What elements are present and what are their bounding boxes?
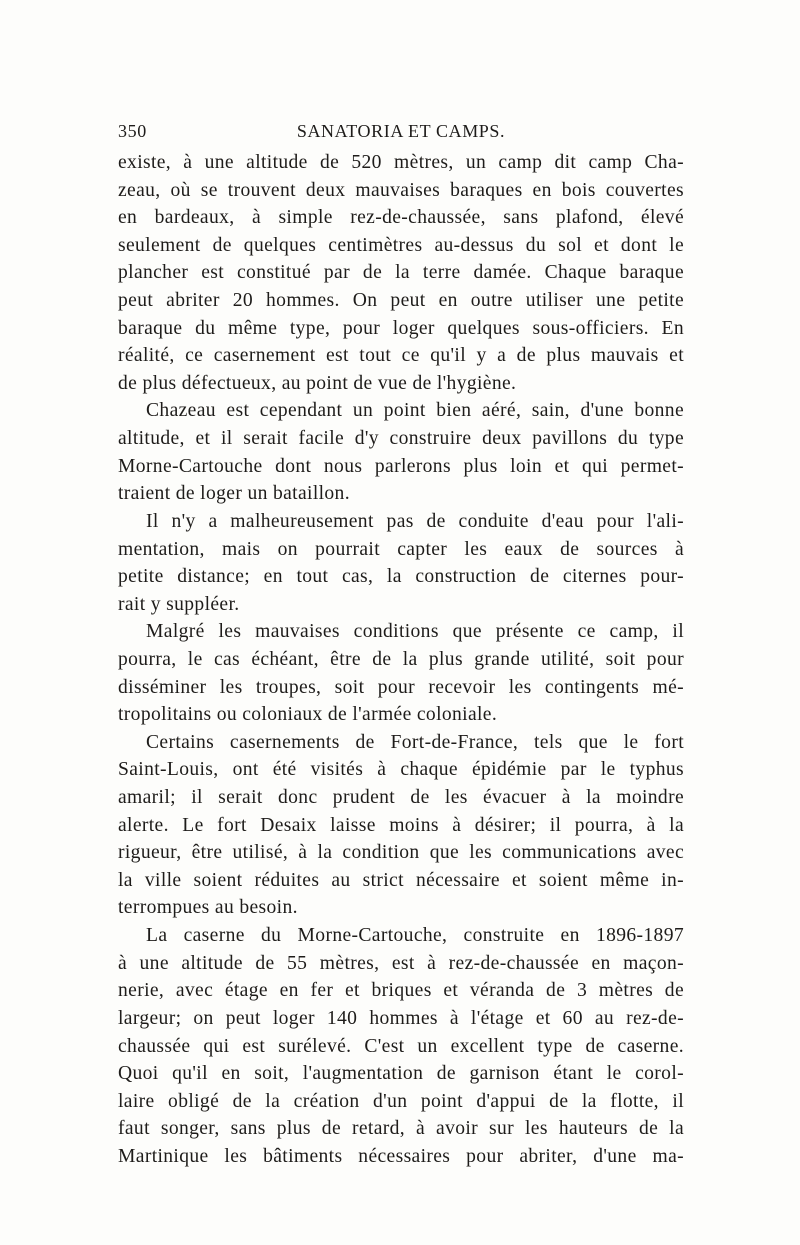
text-line: seulement de quelques centimètres au-dessus du sol et dont le — [118, 234, 684, 256]
text-line: de plus défectueux, au point de vue de l'hygiène. — [118, 372, 517, 394]
text-line: La caserne du Morne-Cartouche, construite en 1896-1897 — [146, 925, 684, 947]
text-line: en bardeaux, à simple rez-de-chaussée, sans plafond, élevé — [118, 207, 684, 229]
body-text — [118, 149, 684, 1171]
text-line: Chazeau est cependant un point bien aéré, sain, d'une bonne — [146, 400, 684, 422]
text-line: à une altitude de 55 mètres, est à rez-de-chaussée en maçon- — [118, 952, 684, 974]
text-line: altitude, et il serait facile d'y construire deux pavillons du type — [118, 428, 684, 450]
text-line: existe, à une altitude de 520 mètres, un camp dit camp Cha- — [118, 152, 684, 173]
text-line: plancher est constitué par de la terre damée. Chaque baraque — [118, 262, 684, 284]
text-line: pourra, le cas échéant, être de la plus grande utilité, soit pour — [118, 648, 684, 670]
text-line: Malgré les mauvaises conditions que présente ce camp, il — [146, 621, 684, 643]
text-line: petite distance; en tout cas, la construction de citernes pour- — [118, 566, 684, 588]
text-line: Quoi qu'il en soit, l'augmentation de garnison étant le corol- — [118, 1063, 684, 1085]
text-line: réalité, ce casernement est tout ce qu'il y a de plus mauvais et — [118, 345, 684, 367]
text-line: rait y suppléer. — [118, 593, 240, 615]
text-line: amaril; il serait donc prudent de les évacuer à la moindre — [118, 787, 684, 809]
text-line: disséminer les troupes, soit pour recevoir les contingents mé- — [118, 676, 684, 698]
text-line: baraque du même type, pour loger quelques sous-officiers. En — [118, 317, 684, 339]
text-line: nerie, avec étage en fer et briques et véranda de 3 mètres de — [118, 980, 684, 1002]
text-line: alerte. Le fort Desaix laisse moins à désirer; il pourra, à la — [118, 814, 684, 836]
text-line: traient de loger un bataillon. — [118, 483, 350, 505]
text-line: rigueur, être utilisé, à la condition que les communications avec — [118, 842, 684, 864]
text-line: tropolitains ou coloniaux de l'armée coloniale. — [118, 704, 498, 726]
page-number: 350 — [118, 121, 147, 141]
running-title: SANATORIA ET CAMPS. — [296, 121, 506, 141]
text-line: Certains casernements de Fort-de-France, tels que le fort — [146, 731, 684, 753]
text-line: chaussée qui est surélevé. C'est un excellent type de caserne. — [118, 1035, 684, 1057]
page-header — [118, 121, 684, 147]
text-line: largeur; on peut loger 140 hommes à l'étage et 60 au rez-de- — [118, 1007, 684, 1029]
text-line: mentation, mais on pourrait capter les eaux de sources à — [118, 538, 684, 560]
text-line: Morne-Cartouche dont nous parlerons plus loin et qui permet- — [118, 455, 684, 477]
text-line: Il n'y a malheureusement pas de conduite d'eau pour l'ali- — [146, 510, 684, 532]
text-line: faut songer, sans plus de retard, à avoir sur les hauteurs de la — [118, 1118, 684, 1140]
text-line: Martinique les bâtiments nécessaires pour abriter, d'une ma- — [118, 1145, 684, 1167]
text-line: peut abriter 20 hommes. On peut en outre utiliser une petite — [118, 290, 684, 312]
text-line: laire obligé de la création d'un point d'appui de la flotte, il — [118, 1090, 684, 1112]
text-line: zeau, où se trouvent deux mauvaises baraques en bois couvertes — [118, 179, 684, 201]
text-line: Saint-Louis, ont été visités à chaque épidémie par le typhus — [118, 759, 684, 781]
text-line: terrompues au besoin. — [118, 897, 298, 919]
text-line: la ville soient réduites au strict nécessaire et soient même in- — [118, 869, 684, 891]
